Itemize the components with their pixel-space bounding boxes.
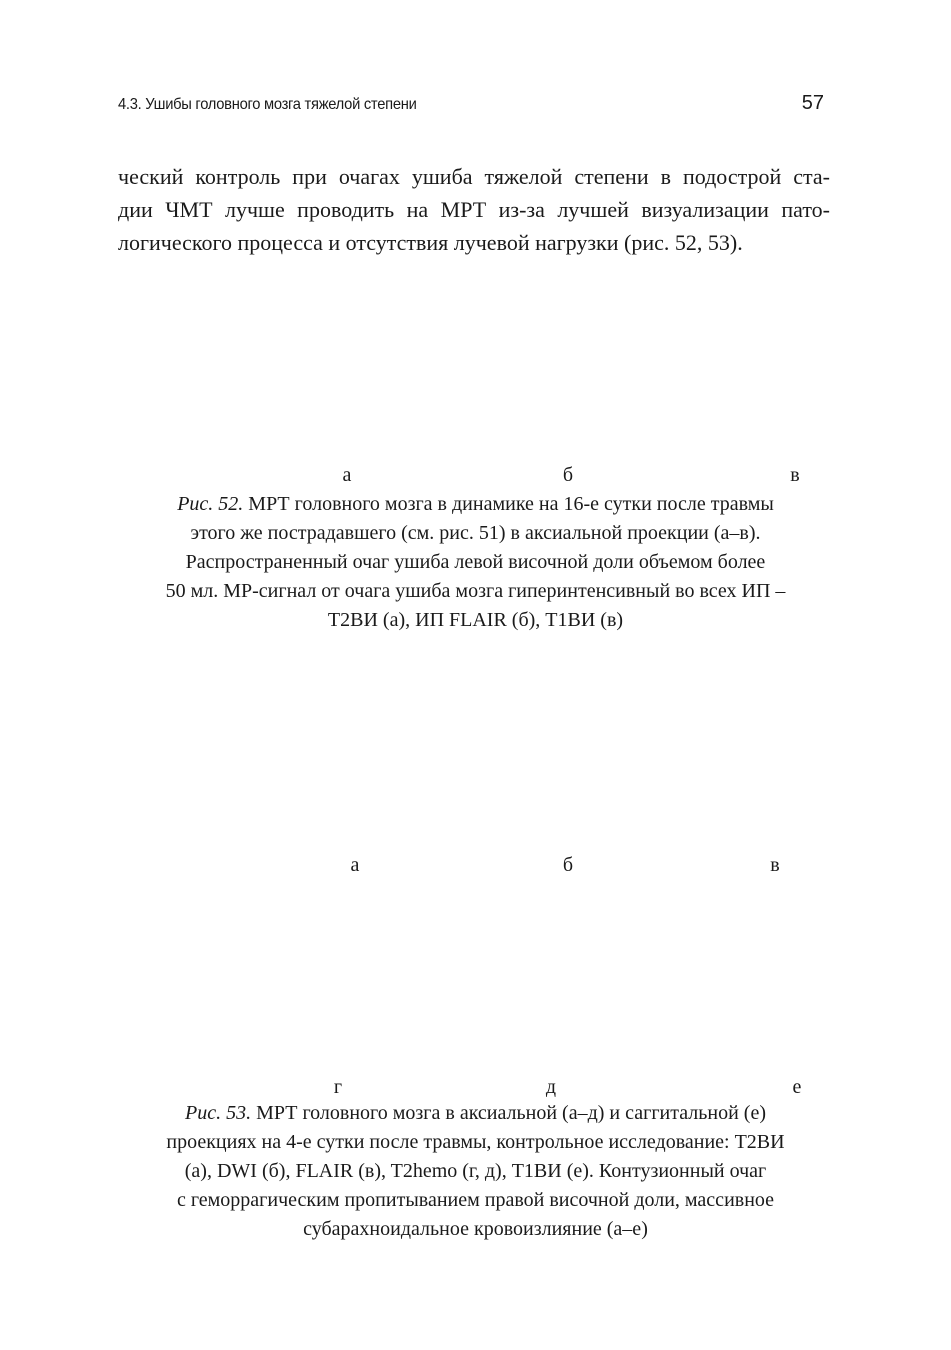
caption-line: (а), DWI (б), FLAIR (в), T2hemo (г, д), Т1ВИ (е). Контузионный очаг bbox=[184, 1160, 767, 1182]
caption-line: проекциях на 4-е сутки после травмы, контрольное исследование: Т2ВИ bbox=[166, 1131, 785, 1153]
caption-line: субарахноидальное кровоизлияние (а–е) bbox=[303, 1218, 648, 1240]
caption-line: 50 мл. МР-сигнал от очага ушиба мозга гиперинтенсивный во всех ИП – bbox=[165, 580, 786, 602]
caption-line bbox=[100, 1099, 851, 1128]
body-line: логического процесса и отсутствия лучевой нагрузки (рис. 52, 53). bbox=[118, 230, 743, 255]
figure-53-caption bbox=[100, 1099, 851, 1244]
figure-53-label-v: в bbox=[770, 854, 780, 876]
figure-53-label-e: е bbox=[792, 1076, 802, 1098]
caption-text: МРТ головного мозга в аксиальной (а–д) и саггитальной (е) bbox=[251, 1102, 766, 1124]
body-line: дии ЧМТ лучше проводить на МРТ из-за лучшей визуализации пато- bbox=[118, 197, 830, 222]
section-title: 4.3. Ушибы головного мозга тяжелой степени bbox=[118, 96, 417, 113]
caption-line: этого же пострадавшего (см. рис. 51) в аксиальной проекции (а–в). bbox=[190, 522, 761, 544]
figure-52-label-v: в bbox=[790, 464, 800, 486]
figure-53-label-g: г bbox=[333, 1076, 343, 1098]
caption-line: Т2ВИ (а), ИП FLAIR (б), Т1ВИ (в) bbox=[327, 609, 624, 631]
running-header bbox=[118, 94, 832, 118]
figure-53-label-a: а bbox=[350, 854, 360, 876]
caption-line: с геморрагическим пропитыванием правой височной доли, массивное bbox=[176, 1189, 775, 1211]
page-number: 57 bbox=[801, 92, 824, 114]
figure-53-ref: Рис. 53. bbox=[185, 1102, 252, 1124]
figure-52-ref: Рис. 52. bbox=[177, 493, 244, 515]
caption-line bbox=[100, 490, 851, 519]
caption-line: Распространенный очаг ушиба левой височной доли объемом более bbox=[185, 551, 766, 573]
body-paragraph bbox=[118, 160, 830, 259]
body-line: ческий контроль при очагах ушиба тяжелой степени в подострой ста- bbox=[118, 164, 830, 189]
figure-53-label-d: д bbox=[545, 1076, 557, 1098]
figure-52-label-a: а bbox=[342, 464, 352, 486]
figure-52-label-b: б bbox=[562, 464, 574, 486]
figure-52-caption bbox=[100, 490, 851, 635]
caption-text: МРТ головного мозга в динамике на 16-е сутки после травмы bbox=[243, 493, 774, 515]
figure-53-label-b: б bbox=[562, 854, 574, 876]
